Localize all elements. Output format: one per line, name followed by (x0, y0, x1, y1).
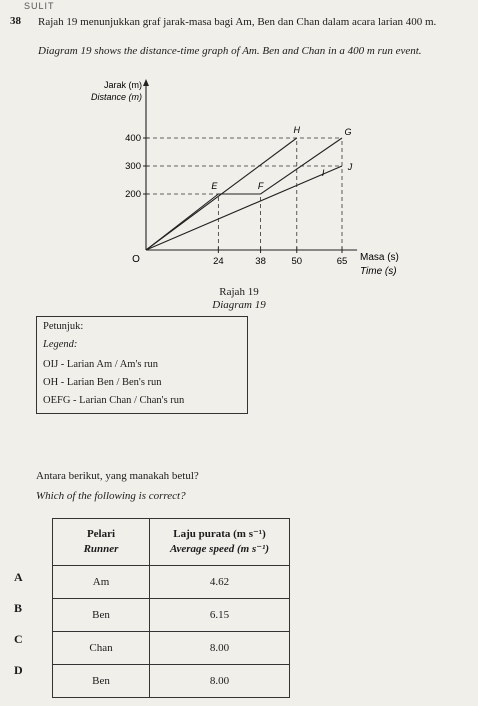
point-label: F (257, 181, 264, 191)
diagram-caption-malay: Rajah 19 (219, 286, 259, 298)
header-runner-malay: Pelari (86, 528, 116, 540)
x-tick-label: 38 (255, 256, 266, 267)
option-label-b: B (14, 601, 23, 615)
option-label-c: C (14, 632, 23, 646)
answer-table (52, 518, 290, 698)
question-text-malay: Rajah 19 menunjukkan graf jarak-masa bagi Am, Ben dan Chan dalam acara larian 400 m. (38, 16, 437, 28)
table-row (53, 665, 290, 698)
runner-cell: Ben (53, 665, 150, 698)
y-axis-label-english: Distance (m) (90, 92, 142, 102)
header-runner (53, 519, 150, 566)
table-row (53, 632, 290, 665)
y-axis-label-malay: Jarak (m) (104, 80, 142, 90)
runner-cell: Chan (53, 632, 150, 665)
diagram-caption-english: Diagram 19 (212, 299, 266, 311)
x-axis-label-malay: Masa (s) (360, 252, 399, 263)
table-header-row (53, 519, 290, 566)
legend-box (36, 316, 248, 414)
x-tick-label: 24 (213, 256, 224, 267)
legend-title-english: Legend: (43, 339, 78, 350)
point-label: H (293, 125, 301, 135)
question-text-english: Diagram 19 shows the distance-time graph of Am. Ben and Chan in a 400 m run event. (38, 45, 422, 57)
graph-plot-area (91, 79, 399, 277)
point-label: G (344, 127, 352, 137)
point-label: I (321, 168, 325, 179)
runner-cell: Am (53, 566, 150, 599)
y-tick-label: 300 (125, 161, 141, 172)
series-line (146, 166, 342, 250)
table-row (53, 566, 290, 599)
speed-cell: 4.62 (150, 566, 290, 599)
table-row (53, 599, 290, 632)
header-runner-english: Runner (83, 543, 119, 555)
point-label: E (211, 181, 218, 191)
runner-cell: Ben (53, 599, 150, 632)
option-label-d: D (14, 663, 23, 677)
x-axis-label-english: Time (s) (360, 266, 397, 277)
page-header: SULIT (24, 1, 55, 11)
x-tick-label: 65 (336, 256, 348, 267)
speed-cell: 6.15 (150, 599, 290, 632)
y-axis-arrow (143, 79, 149, 86)
question-number: 38 (10, 15, 21, 27)
legend-item-ben: OH - Larian Ben / Ben's run (43, 377, 162, 388)
y-tick-label: 200 (125, 189, 141, 200)
speed-cell: 8.00 (150, 665, 290, 698)
legend-item-chan: OEFG - Larian Chan / Chan's run (43, 395, 185, 406)
origin-label: O (132, 254, 140, 265)
header-speed-malay: Laju purata (m s⁻¹) (173, 528, 266, 540)
prompt-english: Which of the following is correct? (36, 490, 186, 502)
header-speed (150, 519, 290, 566)
x-tick-label: 50 (291, 256, 303, 267)
prompt-malay: Antara berikut, yang manakah betul? (36, 470, 199, 482)
header-speed-english: Average speed (m s⁻¹) (169, 543, 269, 555)
point-label: J (347, 162, 353, 172)
option-label-a: A (14, 570, 23, 584)
y-tick-label: 400 (125, 133, 141, 144)
speed-cell: 8.00 (150, 632, 290, 665)
distance-time-graph (0, 60, 478, 282)
legend-title-malay: Petunjuk: (43, 321, 84, 332)
legend-item-am: OIJ - Larian Am / Am's run (43, 359, 159, 370)
